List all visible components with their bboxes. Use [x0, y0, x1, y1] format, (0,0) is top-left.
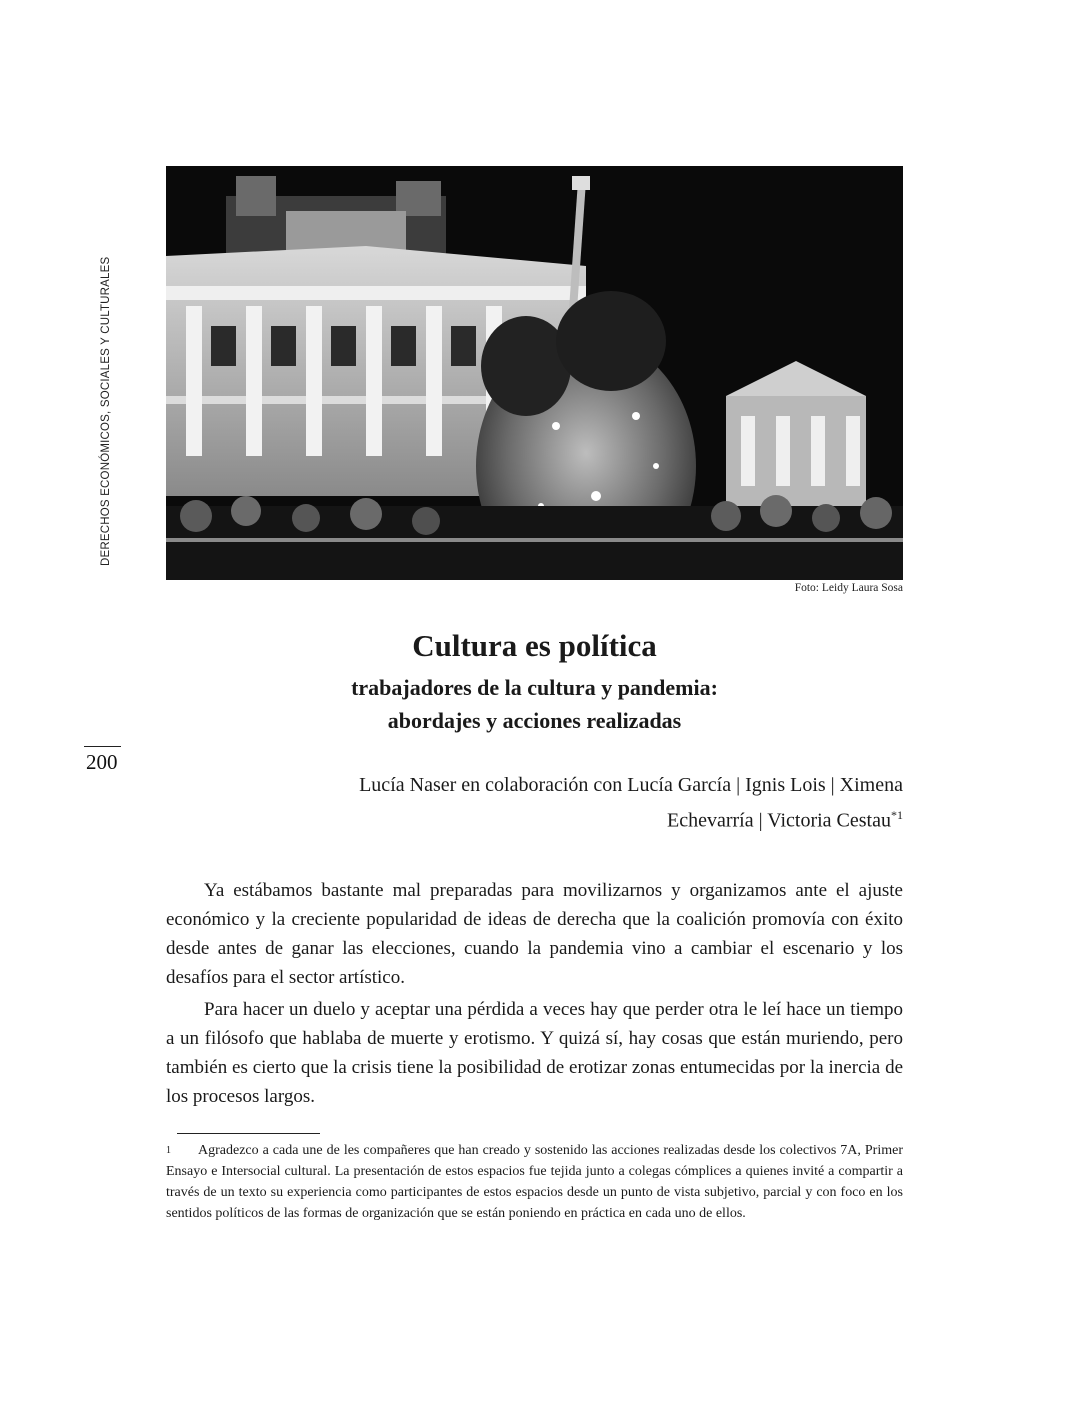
article-subtitle-line-1: trabajadores de la cultura y pandemia:	[351, 675, 718, 700]
body-paragraph	[166, 876, 903, 992]
body-paragraph-text: Ya estábamos bastante mal preparadas para movilizarnos y organizamos ante el ajuste económico y la creciente popularidad de ideas de derecha que la coalición promovía con éxito desde antes de ganar las elecciones, cuando la pandemia vino a cambiar el escenario y los desafíos para el sector artístico.	[166, 880, 903, 988]
authors-line-2	[166, 800, 903, 836]
footnote-text: Agradezco a cada une de les compañeres que han creado y sostenido las acciones realizadas desde los colectivos 7A, Primer Ensayo e Intersocial cultural. La presentación de estos espacios fue tejida junto a colegas cómplices a quienes invité a compartir a través de un texto su experiencia como participantes de estos espacios desde un punto de vista subjetivo, parcial y con foco en los sentidos políticos de las formas de organización que se están poniendo en práctica en cada uno de ellos.	[166, 1143, 903, 1221]
body-paragraph-text: Para hacer un duelo y aceptar una pérdida a veces hay que perder otra le leí hace un tiempo a un filósofo que hablaba de muerte y erotismo. Y quizá sí, hay cosas que están muriendo, pero también es cierto que la crisis tiene la posibilidad de erotizar zonas entumecidas por la inercia de los procesos largos.	[166, 999, 903, 1107]
article-title: Cultura es política	[412, 628, 657, 663]
footnote-marker: 1	[166, 1145, 171, 1156]
authors-line-2-text: Echevarría | Victoria Cestau	[666, 809, 891, 832]
running-header-vertical: DERECHOS ECONÓMICOS, SOCIALES Y CULTURALES	[100, 256, 112, 566]
photo-credit: Foto: Leidy Laura Sosa	[794, 582, 903, 594]
page-number-rule	[84, 746, 121, 747]
body-paragraph	[166, 995, 903, 1111]
header-photo	[166, 166, 903, 580]
author-footnote-marker: *1	[891, 808, 903, 822]
article-subtitle-line-2: abordajes y acciones realizadas	[387, 708, 682, 733]
authors-line-1: Lucía Naser en colaboración con Lucía García | Ignis Lois | Ximena	[359, 774, 903, 796]
footnote-rule	[177, 1133, 320, 1134]
page-number: 200	[86, 750, 118, 774]
photo-illustration	[166, 166, 903, 580]
footnote	[166, 1140, 903, 1224]
